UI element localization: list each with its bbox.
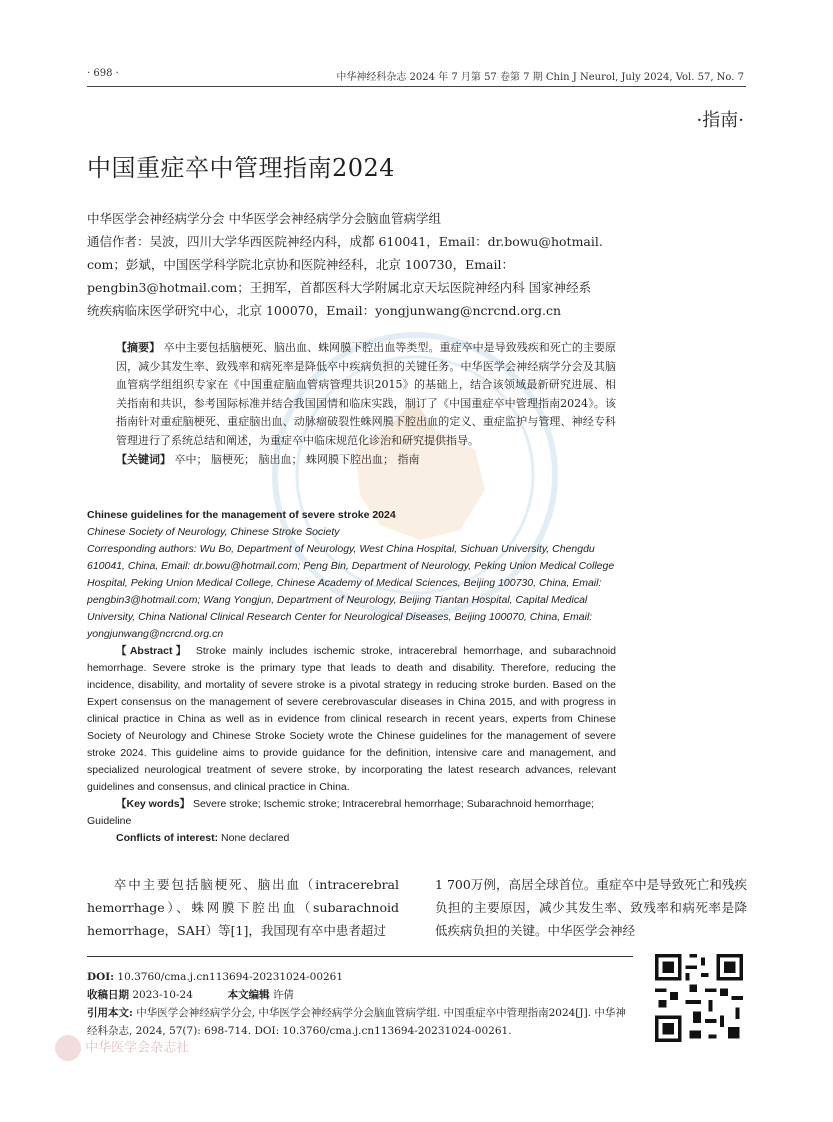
publisher-logo-text: 中华医学会杂志社 <box>85 1040 190 1056</box>
received-date: 2023-10-24 <box>132 989 193 1001</box>
footer-rule <box>87 956 633 957</box>
en-authors: Chinese Society of Neurology, Chinese Stroke Society <box>87 526 340 538</box>
en-keywords-text: Severe stroke; Ischemic stroke; Intracerebral hemorrhage; Subarachnoid hemorrhage; Guideline <box>87 798 594 827</box>
doi-label: DOI: <box>87 971 115 983</box>
body-column-right: 1 700万例，高居全球首位。重症卒中是导致死亡和残疾负担的主要原因，减少其发生率、致残率和病死率是降低疾病负担的关键。中华医学会神经 <box>435 877 747 938</box>
en-keywords <box>87 796 616 830</box>
en-corresponding-authors: Corresponding authors: Wu Bo, Department of Neurology, West China Hospital, Sichuan University, Chengdu 610041, China, Email: dr.bowu@hotmail.com; Peng Bin, Department of Neurology, Peking Union Medical College Hospital, Peking Union Medical College, Chinese Academy of Medical Sciences, Beijing 100730, China, Email: pengbin3@hotmail.com; Wang Yongjun, Department of Neurology, Beijing Tiantan Hospital, Capital Medical University, China National Clinical Research Center for Neurological Diseases, Beijing 100070, China, Email: yongjunwang@ncrcnd.org.cn <box>87 543 615 640</box>
editor-name: 许倩 <box>272 989 294 1001</box>
cn-abstract-label: 【摘要】 <box>116 341 161 354</box>
english-abstract <box>87 507 616 847</box>
article-footer <box>87 968 633 1040</box>
doi-line <box>87 968 633 986</box>
cn-abstract-paragraph <box>116 339 616 451</box>
page-number: · 698 · <box>87 68 119 79</box>
cn-keywords-label: 【关键词】 <box>116 452 171 466</box>
en-abstract-paragraph <box>87 643 616 796</box>
citation-text: 中华医学会神经病学分会, 中华医学会神经病学分会脑血管病学组. 中国重症卒中管理指南2024[J]. 中华神经科杂志, 2024, 57(7): 698-714. DOI: 10.3760/cma.j.cn113694-20231024-00261. <box>87 1007 626 1037</box>
body-text-left: 卒中主要包括脑梗死、脑出血（intracerebral hemorrhage）、蛛网膜下腔出血（subarachnoid hemorrhage，SAH）等[1]，我国现有卒中患者超过 <box>87 877 399 938</box>
author-line: 通信作者：吴波，四川大学华西医院神经内科，成都 610041，Email：dr.bowu@hotmail. <box>87 234 603 249</box>
doi-link[interactable]: 10.3760/cma.j.cn113694-20231024-00261 <box>117 971 344 983</box>
en-title: Chinese guidelines for the management of severe stroke 2024 <box>87 509 396 521</box>
received-label: 收稿日期 <box>87 989 129 1001</box>
citation-label: 引用本文: <box>87 1007 133 1019</box>
author-line: 中华医学会神经病学分会 中华医学会神经病学分会脑血管病学组 <box>87 211 441 226</box>
author-line: 统疾病临床医学研究中心，北京 100070，Email：yongjunwang@ncrcnd.org.cn <box>87 303 562 318</box>
conflicts-label: Conflicts of interest: <box>116 832 219 844</box>
cn-keywords-text: 卒中； 脑梗死； 脑出血； 蛛网膜下腔出血； 指南 <box>174 452 420 466</box>
received-line <box>87 986 633 1004</box>
journal-running-header: 中华神经科杂志 2024 年 7 月第 57 卷第 7 期 Chin J Neurol, July 2024, Vol. 57, No. 7 <box>336 72 744 83</box>
header-rule <box>87 86 746 87</box>
en-abstract-label: 【Abstract】 <box>116 645 190 657</box>
en-abstract-text: Stroke mainly includes ischemic stroke, intracerebral hemorrhage, and subarachnoid hemorrhage. Severe stroke is the primary type that leads to death and disability. Therefore, reducing the incidence, disability, and mortality of severe stroke is a pivotal strategy in reducing stroke burden. Based on the Expert consensus on the management of severe cerebrovascular diseases in China 2015, and with progress in clinical practice in China as well as in evidence from clinical research in recent years, experts from Chinese Society of Neurology and Chinese Stroke Society wrote the Chinese guidelines for the management of severe stroke 2024. This guideline aims to provide guidance for the definition, intensive care and management, and specialized neurological treatment of severe stroke, by incorporating the latest research advances, relevant guidelines and consensus, and clinical practice in China. <box>87 645 616 793</box>
cn-keywords <box>116 451 616 470</box>
section-tag: ·指南· <box>696 110 744 131</box>
conflicts-text: None declared <box>221 832 290 844</box>
author-block <box>87 207 747 322</box>
editor-label: 本文编辑 <box>227 989 270 1001</box>
publisher-logo-icon <box>55 1035 81 1061</box>
qr-code[interactable] <box>651 950 747 1046</box>
article-title: 中国重症卒中管理指南2024 <box>87 154 396 182</box>
publisher-logo <box>55 1035 189 1061</box>
chinese-abstract <box>116 339 616 469</box>
en-keywords-label: 【Key words】 <box>116 798 191 810</box>
body-column-left <box>87 873 399 942</box>
author-line: pengbin3@hotmail.com；王拥军，首都医科大学附属北京天坛医院神经内科 国家神经系 <box>87 280 592 295</box>
cn-abstract-text: 卒中主要包括脑梗死、脑出血、蛛网膜下腔出血等类型。重症卒中是导致残疾和死亡的主要原因，减少其发生率、致残率和病死率是降低卒中疾病负担的关键任务。中华医学会神经病学分会及其脑血管病学组组织专家在《中国重症脑血管病管理共识2015》的基础上，结合该领域最新研究进展、相关指南和共识，参考国际标准并结合我国国情和临床实践，制订了《中国重症卒中管理指南2024》。该指南针对重症脑梗死、重症脑出血、动脉瘤破裂性蛛网膜下腔出血的定义、重症监护与管理、神经专科管理进行了系统总结和阐述，为重症卒中临床规范化诊治和研究提供指导。 <box>116 341 617 447</box>
conflicts-of-interest <box>87 830 616 847</box>
author-line: com；彭斌，中国医学科学院北京协和医院神经科，北京 100730，Email： <box>87 257 514 272</box>
